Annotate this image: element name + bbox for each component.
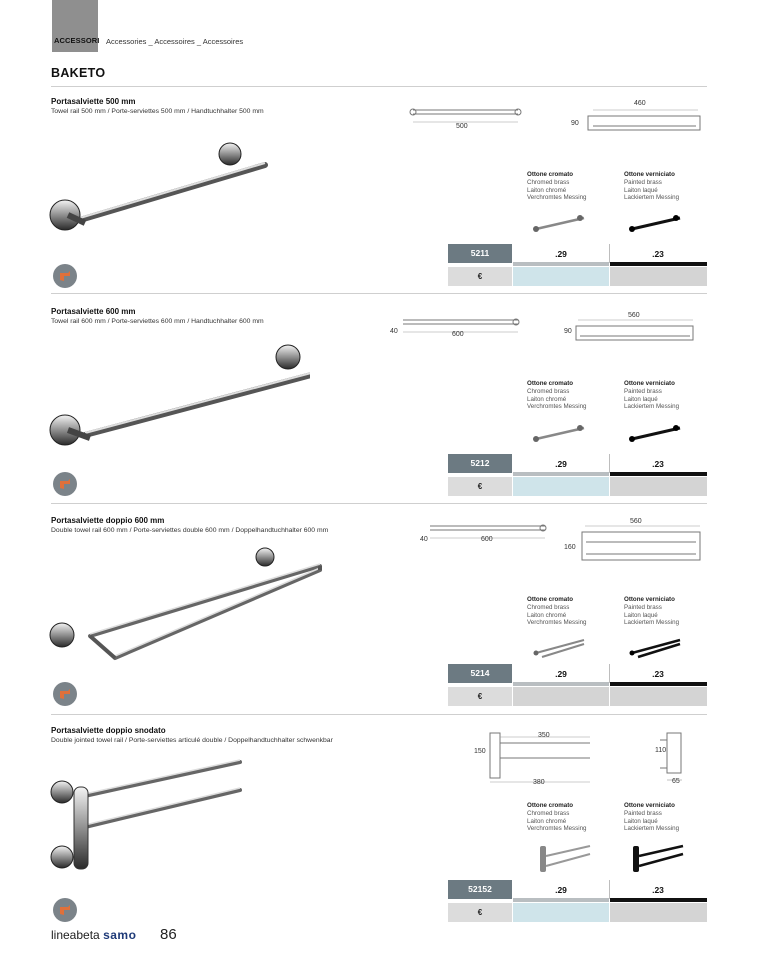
product-description: Double towel rail 600 mm / Porte-serviettes double 600 mm / Doppelhandtuchhalter 600 mm xyxy=(51,527,329,534)
section-tag-label: ACCESSORI xyxy=(54,36,100,45)
swatch-chrome xyxy=(530,212,590,234)
price-suffix-painted: .23 xyxy=(652,669,664,679)
footer-brand-a: lineabeta xyxy=(51,928,100,942)
product-title: Portasalviette 500 mm xyxy=(51,97,136,106)
product-description: Towel rail 600 mm / Porte-serviettes 600 mm / Handtuchhalter 600 mm xyxy=(51,318,264,325)
dimension-drawing xyxy=(398,100,703,140)
price-cell-painted xyxy=(610,903,707,922)
dimension-drawing xyxy=(398,312,703,352)
bathroom-icon xyxy=(53,898,77,922)
finish-painted-label: Ottone verniciato Painted brass Laiton laqué Lackiertem Messing xyxy=(624,802,680,833)
product-title: Portasalviette doppio 600 mm xyxy=(51,516,165,525)
product-title: Portasalviette 600 mm xyxy=(51,307,136,316)
product-code: 5211 xyxy=(448,244,512,263)
finish-painted-label: Ottone verniciato Painted brass Laiton laqué Lackiertem Messing xyxy=(624,380,680,411)
price-suffix-painted: .23 xyxy=(652,249,664,259)
swatch-chrome xyxy=(535,842,595,876)
product-image-double-towel-rail-600 xyxy=(40,540,330,665)
finish-bar-painted xyxy=(610,682,707,686)
currency-cell: € xyxy=(448,267,512,286)
swatch-painted xyxy=(626,212,686,234)
price-cell-chrome xyxy=(513,267,609,286)
dimension-label: 500 xyxy=(456,123,468,130)
price-cell-painted xyxy=(610,687,707,706)
price-suffix-painted: .23 xyxy=(652,459,664,469)
finish-chrome-label: Ottone cromato Chromed brass Laiton chromé Verchromtes Messing xyxy=(527,380,587,411)
finish-chrome-label: Ottone cromato Chromed brass Laiton chromé Verchromtes Messing xyxy=(527,171,587,202)
collection-title: BAKETO xyxy=(51,66,106,80)
divider xyxy=(51,86,707,87)
finish-chrome-label: Ottone cromato Chromed brass Laiton chromé Verchromtes Messing xyxy=(527,596,587,627)
product-description: Towel rail 500 mm / Porte-serviettes 500 mm / Handtuchhalter 500 mm xyxy=(51,108,264,115)
price-suffix-chrome: .29 xyxy=(555,885,567,895)
column-separator xyxy=(609,880,610,899)
divider xyxy=(51,503,707,504)
product-image-towel-rail-600 xyxy=(40,335,310,455)
dimension-label: 40 xyxy=(390,328,398,335)
product-title: Portasalviette doppio snodato xyxy=(51,726,166,735)
swatch-painted xyxy=(628,842,688,876)
dimension-label: 600 xyxy=(452,331,464,338)
price-suffix-chrome: .29 xyxy=(555,459,567,469)
category-badge xyxy=(53,472,77,496)
currency-cell: € xyxy=(448,903,512,922)
price-suffix-chrome: .29 xyxy=(555,249,567,259)
dimension-label: 90 xyxy=(571,120,579,127)
bathroom-icon xyxy=(53,682,77,706)
price-cell-chrome xyxy=(513,687,609,706)
product-code: 5212 xyxy=(448,454,512,473)
dimension-label: 350 xyxy=(538,732,550,739)
dimension-label: 90 xyxy=(564,328,572,335)
dimension-label: 110 xyxy=(655,747,667,754)
dimension-label: 40 xyxy=(420,536,428,543)
dimension-drawing xyxy=(420,518,705,568)
divider xyxy=(51,293,707,294)
section-subtitle: Accessories _ Accessoires _ Accessoires xyxy=(106,37,244,46)
footer-brand-b: samo xyxy=(103,928,137,942)
product-image-double-jointed-towel-rail xyxy=(40,752,250,887)
product-description: Double jointed towel rail / Porte-serviettes articulé double / Doppelhandtuchhalter schwenkbar xyxy=(51,737,333,744)
finish-bar-chrome xyxy=(513,682,609,686)
finish-bar-painted xyxy=(610,898,707,902)
swatch-chrome xyxy=(530,636,590,660)
finish-bar-chrome xyxy=(513,898,609,902)
price-cell-chrome xyxy=(513,903,609,922)
dimension-label: 380 xyxy=(533,779,545,786)
dimension-label: 160 xyxy=(564,544,576,551)
column-separator xyxy=(609,244,610,263)
finish-painted-label: Ottone verniciato Painted brass Laiton laqué Lackiertem Messing xyxy=(624,171,680,202)
finish-bar-chrome xyxy=(513,472,609,476)
price-cell-painted xyxy=(610,267,707,286)
swatch-painted xyxy=(626,636,686,660)
price-suffix-chrome: .29 xyxy=(555,669,567,679)
divider xyxy=(51,714,707,715)
currency-cell: € xyxy=(448,687,512,706)
dimension-label: 65 xyxy=(672,778,680,785)
price-cell-painted xyxy=(610,477,707,496)
dimension-label: 600 xyxy=(481,536,493,543)
product-code: 52152 xyxy=(448,880,512,899)
bathroom-icon xyxy=(53,264,77,288)
finish-painted-label: Ottone verniciato Painted brass Laiton laqué Lackiertem Messing xyxy=(624,596,680,627)
page-number: 86 xyxy=(160,926,177,943)
footer-brand xyxy=(51,928,136,942)
currency-cell: € xyxy=(448,477,512,496)
price-cell-chrome xyxy=(513,477,609,496)
finish-bar-chrome xyxy=(513,262,609,266)
swatch-painted xyxy=(626,422,686,444)
price-suffix-painted: .23 xyxy=(652,885,664,895)
bathroom-icon xyxy=(53,472,77,496)
finish-chrome-label: Ottone cromato Chromed brass Laiton chromé Verchromtes Messing xyxy=(527,802,587,833)
category-badge xyxy=(53,264,77,288)
finish-bar-painted xyxy=(610,472,707,476)
dimension-label: 560 xyxy=(630,518,642,525)
section-tag xyxy=(52,0,98,52)
column-separator xyxy=(609,664,610,683)
dimension-label: 150 xyxy=(474,748,486,755)
product-image-towel-rail-500 xyxy=(40,130,290,250)
category-badge xyxy=(53,898,77,922)
dimension-drawing xyxy=(470,728,700,788)
finish-bar-painted xyxy=(610,262,707,266)
dimension-label: 460 xyxy=(634,100,646,107)
swatch-chrome xyxy=(530,422,590,444)
column-separator xyxy=(609,454,610,473)
category-badge xyxy=(53,682,77,706)
dimension-label: 560 xyxy=(628,312,640,319)
product-code: 5214 xyxy=(448,664,512,683)
